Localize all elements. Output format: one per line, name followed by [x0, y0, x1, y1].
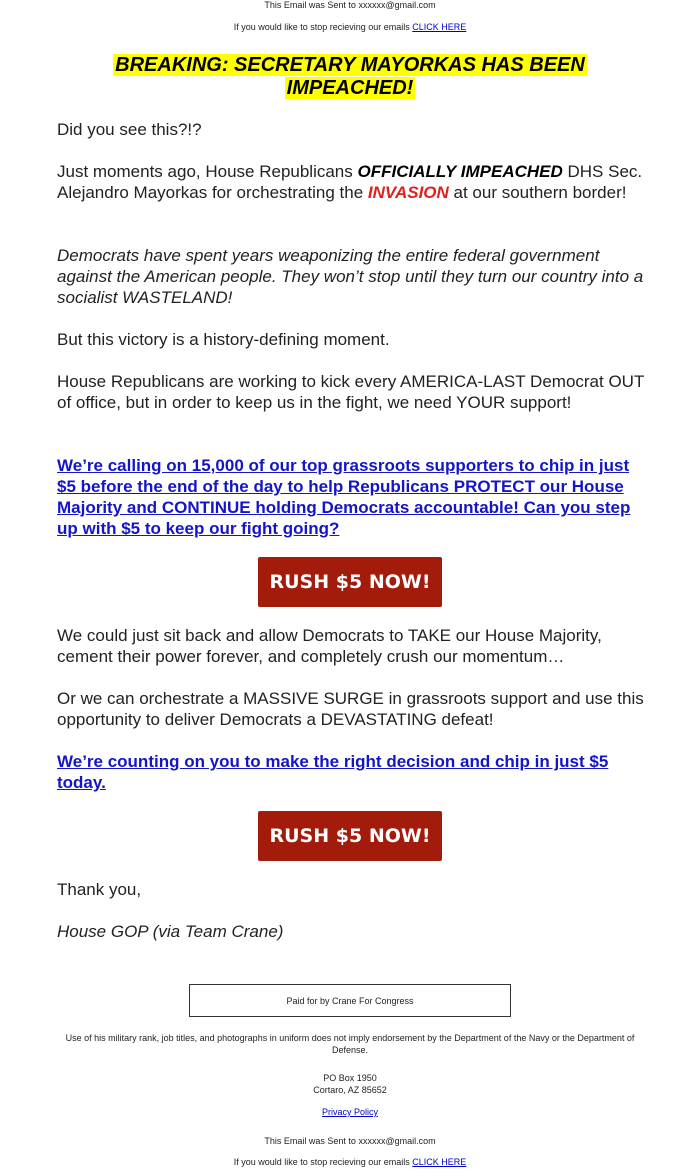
paragraph-house-majority: We could just sit back and allow Democrats to TAKE our House Majority, cement their power forever, and completely crush our momentum… — [57, 626, 602, 666]
mailing-address: PO Box 1950 Cortaro, AZ 85652 — [313, 1073, 387, 1095]
officially-impeached-emphasis: OFFICIALLY IMPEACHED — [357, 162, 563, 181]
headline-line-1: BREAKING: SECRETARY MAYORKAS HAS BEEN — [115, 54, 585, 76]
paragraph-impeached: Just moments ago, House Republicans OFFICIALLY IMPEACHED DHS Sec. Alejandro Mayorkas for orchestrating the INVASION at our southern border! — [57, 162, 643, 202]
privacy-policy-row — [0, 1106, 700, 1118]
footer-unsubscribe-notice: If you would like to stop recieving our emails CLICK HERE — [233, 1157, 467, 1167]
donate-link-1[interactable]: We’re calling on 15,000 of our top grassroots supporters to chip in just $5 before the end of the day to help Republicans PROTECT our House Majority and CONTINUE holding Democrats accountable! Can you step up with $5 to keep our fight going? — [57, 456, 631, 538]
unsubscribe-notice: If you would like to stop recieving our emails CLICK HERE — [233, 22, 467, 32]
unsubscribe-link[interactable]: CLICK HERE — [412, 22, 467, 32]
headline-line-2: IMPEACHED! — [286, 77, 414, 99]
paragraph-intro: Did you see this?!? — [57, 120, 202, 139]
paid-for-disclaimer-box: Paid for by Crane For Congress — [189, 984, 511, 1017]
donate-link-2[interactable]: We’re counting on you to make the right decision and chip in just $5 today. — [57, 752, 609, 792]
closing-thanks: Thank you, — [57, 880, 142, 899]
paragraph-victory: But this victory is a history-defining moment. — [57, 330, 390, 349]
invasion-emphasis: INVASION — [367, 183, 449, 202]
footer-sent-to-notice: This Email was Sent to xxxxxx@gmail.com — [264, 1136, 436, 1146]
footer-recipient-email: xxxxxx@gmail.com — [358, 1136, 436, 1146]
paragraph-democrats: Democrats have spent years weaponizing the entire federal government against the American people. They won’t stop until they turn our country into a socialist WASTELAND! — [57, 246, 644, 307]
rush-5-button-2[interactable]: RUSH $5 NOW! — [258, 811, 442, 861]
recipient-email: xxxxxx@gmail.com — [358, 0, 436, 10]
military-disclaimer: Use of his military rank, job titles, and photographs in uniform does not imply endorsement by the Department of the Navy or the Department of Defense. — [65, 1033, 635, 1055]
paragraph-massive-surge: Or we can orchestrate a MASSIVE SURGE in grassroots support and use this opportunity to deliver Democrats a DEVASTATING defeat! — [57, 689, 644, 729]
rush-5-button-1[interactable]: RUSH $5 NOW! — [258, 557, 442, 607]
privacy-policy-link[interactable]: Privacy Policy — [321, 1107, 378, 1117]
donate-link-paragraph-1 — [57, 455, 647, 539]
donate-link-paragraph-2 — [57, 751, 647, 793]
headline — [0, 54, 700, 100]
signature: House GOP (via Team Crane) — [57, 922, 284, 941]
footer-unsubscribe-link[interactable]: CLICK HERE — [412, 1157, 467, 1167]
paragraph-support: House Republicans are working to kick every AMERICA-LAST Democrat OUT of office, but in order to keep us in the fight, we need YOUR support! — [57, 372, 645, 412]
sent-to-notice: This Email was Sent to xxxxxx@gmail.com — [264, 0, 436, 10]
